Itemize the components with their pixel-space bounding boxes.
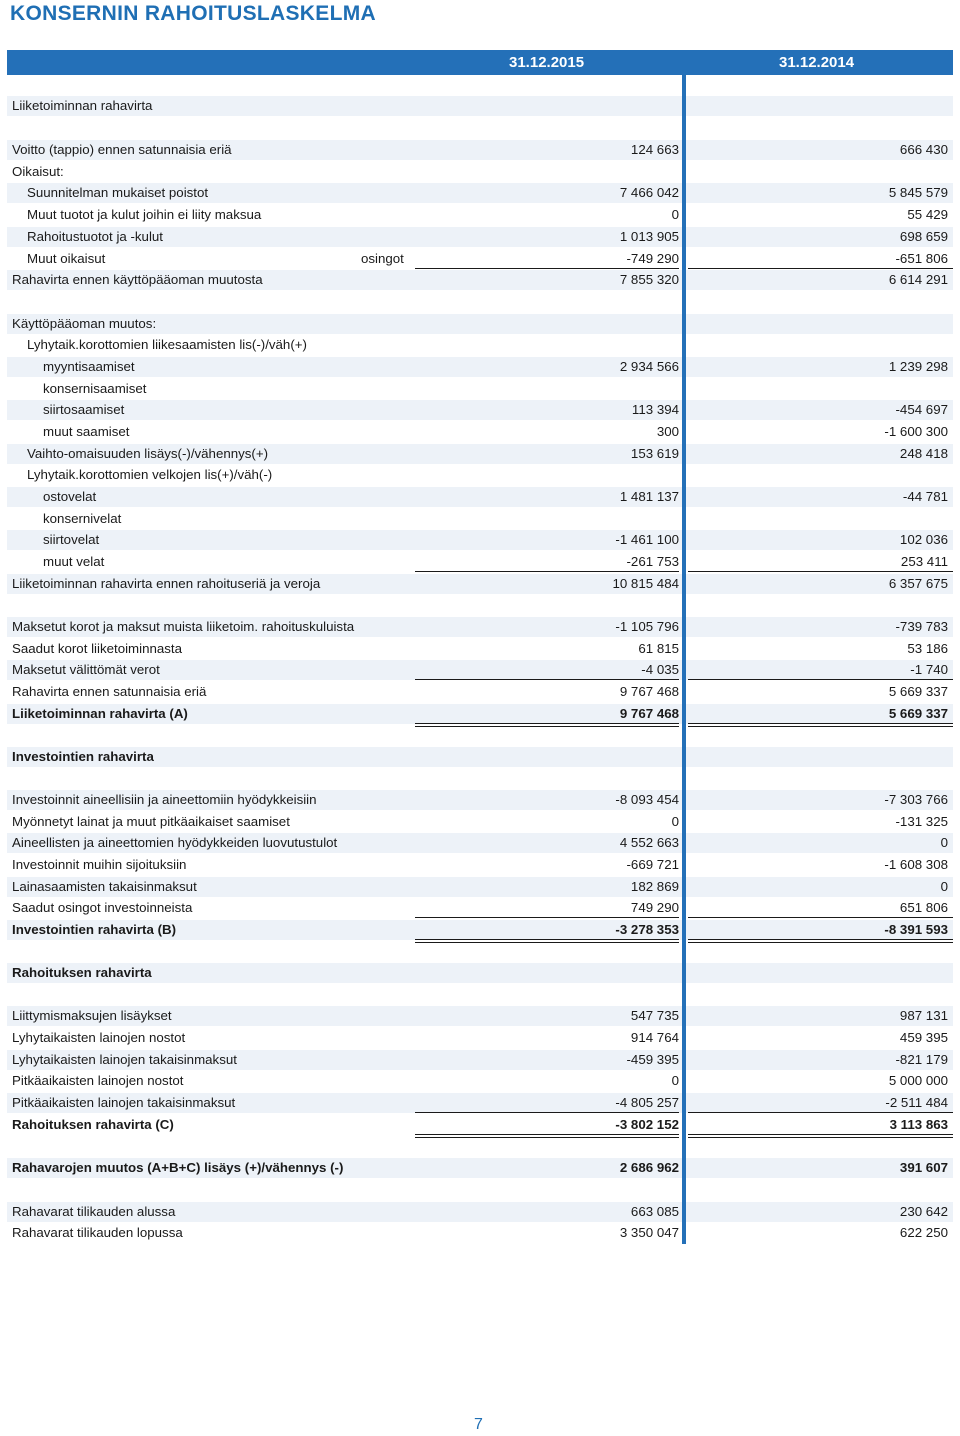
value-2014: 230 642 bbox=[899, 1204, 948, 1219]
underline bbox=[415, 268, 679, 269]
row-label: Lainasaamisten takaisinmaksut bbox=[12, 879, 197, 894]
table-row bbox=[7, 162, 953, 182]
row-label: Muut oikaisut bbox=[27, 251, 106, 266]
value-2015: 663 085 bbox=[630, 1204, 679, 1219]
value-2015: 61 815 bbox=[638, 641, 679, 656]
table-row bbox=[7, 1223, 953, 1243]
value-2014: -1 608 308 bbox=[884, 857, 948, 872]
underline bbox=[415, 679, 679, 680]
value-2014: -7 303 766 bbox=[884, 792, 948, 807]
underline bbox=[688, 1112, 953, 1113]
table-row bbox=[7, 877, 953, 897]
row-label: Lyhytaikaisten lainojen nostot bbox=[12, 1030, 186, 1045]
value-2014: 666 430 bbox=[899, 142, 948, 157]
row-label: Rahavirta ennen käyttöpääoman muutosta bbox=[12, 272, 263, 287]
value-2015: 0 bbox=[671, 1073, 679, 1088]
value-2015: -1 105 796 bbox=[615, 619, 679, 634]
row-label: Lyhytaikaisten lainojen takaisinmaksut bbox=[12, 1052, 237, 1067]
table-row bbox=[7, 704, 953, 724]
value-2014: 987 131 bbox=[899, 1008, 948, 1023]
row-label: Lyhytaik.korottomien velkojen lis(+)/väh(-) bbox=[27, 467, 273, 482]
table-row bbox=[7, 205, 953, 225]
row-label: Rahavarat tilikauden lopussa bbox=[12, 1225, 183, 1240]
table-row bbox=[7, 790, 953, 810]
value-2014: 391 607 bbox=[899, 1160, 948, 1175]
row-label: Voitto (tappio) ennen satunnaisia eriä bbox=[12, 142, 232, 157]
value-2015: -669 721 bbox=[626, 857, 679, 872]
row-label: Rahoitustuotot ja -kulut bbox=[27, 229, 164, 244]
table-row bbox=[7, 682, 953, 702]
table-row bbox=[7, 509, 953, 529]
underline bbox=[688, 917, 953, 918]
row-label: ostovelat bbox=[43, 489, 97, 504]
table-row bbox=[7, 227, 953, 247]
value-2014: 6 357 675 bbox=[888, 576, 948, 591]
row-label: Suunnitelman mukaiset poistot bbox=[27, 185, 209, 200]
value-2014: 0 bbox=[940, 835, 948, 850]
row-label: Maksetut korot ja maksut muista liiketoim. rahoituskuluista bbox=[12, 619, 355, 634]
row-label: konsernivelat bbox=[43, 511, 122, 526]
value-2015: 547 735 bbox=[630, 1008, 679, 1023]
row-label: Oikaisut: bbox=[12, 164, 64, 179]
table-row bbox=[7, 379, 953, 399]
value-2014: -739 783 bbox=[895, 619, 948, 634]
row-label: Investointien rahavirta bbox=[12, 749, 154, 764]
value-2015: 10 815 484 bbox=[612, 576, 679, 591]
page-title: KONSERNIN RAHOITUSLASKELMA bbox=[10, 2, 376, 25]
value-2015: 914 764 bbox=[630, 1030, 679, 1045]
row-label: Rahoituksen rahavirta (C) bbox=[12, 1117, 174, 1132]
table-row bbox=[7, 140, 953, 160]
column-divider bbox=[682, 75, 686, 1244]
value-2014: 1 239 298 bbox=[888, 359, 948, 374]
table-row bbox=[7, 855, 953, 875]
value-2014: -131 325 bbox=[895, 814, 948, 829]
table-row bbox=[7, 1202, 953, 1222]
row-label: Myönnetyt lainat ja muut pitkäaikaiset saamiset bbox=[12, 814, 290, 829]
value-2015: 113 394 bbox=[631, 402, 679, 417]
double-underline bbox=[415, 1134, 679, 1138]
table-row bbox=[7, 574, 953, 594]
double-underline bbox=[415, 939, 679, 943]
value-2014: -2 511 484 bbox=[885, 1095, 948, 1110]
value-2015: -1 461 100 bbox=[615, 532, 679, 547]
underline bbox=[688, 268, 953, 269]
table-row bbox=[7, 1050, 953, 1070]
underline bbox=[688, 679, 953, 680]
page-number: 7 bbox=[474, 1416, 483, 1433]
row-label: Investoinnit muihin sijoituksiin bbox=[12, 857, 187, 872]
row-label: Lyhytaik.korottomien liikesaamisten lis(-)/väh(+) bbox=[27, 337, 307, 352]
value-2015: 9 767 468 bbox=[619, 706, 679, 721]
table-row bbox=[7, 1071, 953, 1091]
underline bbox=[415, 571, 679, 572]
row-label: Investointien rahavirta (B) bbox=[12, 922, 177, 937]
value-2014: 3 113 863 bbox=[889, 1117, 948, 1132]
value-2015: 300 bbox=[656, 424, 679, 439]
row-label: Rahavarojen muutos (A+B+C) lisäys (+)/vähennys (-) bbox=[12, 1160, 344, 1175]
value-2014: 53 186 bbox=[907, 641, 948, 656]
value-2015: 1 481 137 bbox=[619, 489, 679, 504]
row-label: Saadut osingot investoinneista bbox=[12, 900, 193, 915]
value-2014: 459 395 bbox=[899, 1030, 948, 1045]
value-2014: 5 845 579 bbox=[888, 185, 948, 200]
value-2015: 0 bbox=[671, 207, 679, 222]
table-row bbox=[7, 1028, 953, 1048]
table-row bbox=[7, 314, 953, 334]
value-2015: -261 753 bbox=[626, 554, 679, 569]
row-label: muut saamiset bbox=[43, 424, 130, 439]
value-2014: -1 600 300 bbox=[884, 424, 948, 439]
row-label: Pitkäaikaisten lainojen takaisinmaksut bbox=[12, 1095, 236, 1110]
table-row bbox=[7, 183, 953, 203]
column-header-bar bbox=[7, 50, 953, 75]
table-row bbox=[7, 552, 953, 572]
value-2015: 1 013 905 bbox=[619, 229, 679, 244]
table-row bbox=[7, 487, 953, 507]
row-label: Muut tuotot ja kulut joihin ei liity maksua bbox=[27, 207, 262, 222]
row-label: Investoinnit aineellisiin ja aineettomiin hyödykkeisiin bbox=[12, 792, 317, 807]
row-label: Rahavarat tilikauden alussa bbox=[12, 1204, 176, 1219]
value-2015: 182 869 bbox=[630, 879, 679, 894]
row-label: Käyttöpääoman muutos: bbox=[12, 316, 157, 331]
table-row bbox=[7, 249, 953, 269]
row-label: Rahoituksen rahavirta bbox=[12, 965, 152, 980]
double-underline bbox=[688, 1134, 953, 1138]
table-row bbox=[7, 812, 953, 832]
value-2014: 253 411 bbox=[900, 554, 948, 569]
value-2015: 2 934 566 bbox=[619, 359, 679, 374]
row-label: siirtovelat bbox=[43, 532, 100, 547]
double-underline bbox=[415, 723, 679, 727]
table-row bbox=[7, 530, 953, 550]
value-2015: 3 350 047 bbox=[619, 1225, 679, 1240]
value-2014: 248 418 bbox=[899, 446, 948, 461]
value-2015: -459 395 bbox=[626, 1052, 679, 1067]
table-row bbox=[7, 1158, 953, 1178]
value-2015: 9 767 468 bbox=[619, 684, 679, 699]
value-2014: 651 806 bbox=[899, 900, 948, 915]
value-2014: -651 806 bbox=[895, 251, 948, 266]
row-label: Liiketoiminnan rahavirta (A) bbox=[12, 706, 188, 721]
row-label: Vaihto-omaisuuden lisäys(-)/vähennys(+) bbox=[27, 446, 269, 461]
value-2015: 4 552 663 bbox=[619, 835, 679, 850]
value-2015: 2 686 962 bbox=[619, 1160, 679, 1175]
table-row bbox=[7, 465, 953, 485]
value-2015: -8 093 454 bbox=[615, 792, 679, 807]
underline bbox=[415, 1112, 679, 1113]
value-2014: 622 250 bbox=[899, 1225, 948, 1240]
value-2015: 153 619 bbox=[630, 446, 679, 461]
row-label: Liiketoiminnan rahavirta ennen rahoituseriä ja veroja bbox=[12, 576, 321, 591]
double-underline bbox=[688, 939, 953, 943]
value-2015: -4 805 257 bbox=[615, 1095, 679, 1110]
value-2014: 55 429 bbox=[907, 207, 948, 222]
table-row bbox=[7, 833, 953, 853]
row-note: osingot bbox=[361, 251, 404, 266]
table-row bbox=[7, 357, 953, 377]
column-header-2014: 31.12.2014 bbox=[779, 54, 855, 71]
table-row bbox=[7, 444, 953, 464]
value-2015: -3 802 152 bbox=[615, 1117, 679, 1132]
value-2015: 124 663 bbox=[630, 142, 679, 157]
column-header-2015: 31.12.2015 bbox=[509, 54, 585, 71]
value-2014: -821 179 bbox=[895, 1052, 948, 1067]
value-2014: 102 036 bbox=[899, 532, 948, 547]
row-label: Liiketoiminnan rahavirta bbox=[12, 98, 153, 113]
value-2015: 749 290 bbox=[630, 900, 679, 915]
underline bbox=[415, 917, 679, 918]
table-row bbox=[7, 747, 953, 767]
value-2015: 7 466 042 bbox=[619, 185, 679, 200]
row-label: Aineellisten ja aineettomien hyödykkeiden luovutustulot bbox=[12, 835, 338, 850]
row-label: Pitkäaikaisten lainojen nostot bbox=[12, 1073, 184, 1088]
table-row bbox=[7, 335, 953, 355]
table-row bbox=[7, 660, 953, 680]
table-row bbox=[7, 639, 953, 659]
table-row bbox=[7, 898, 953, 918]
value-2014: -1 740 bbox=[910, 662, 948, 677]
table-row bbox=[7, 1115, 953, 1135]
value-2014: 6 614 291 bbox=[888, 272, 948, 287]
value-2014: 5 669 337 bbox=[888, 706, 948, 721]
table-row bbox=[7, 1093, 953, 1113]
row-label: Rahavirta ennen satunnaisia eriä bbox=[12, 684, 207, 699]
table-row bbox=[7, 400, 953, 420]
row-label: muut velat bbox=[43, 554, 105, 569]
value-2014: 698 659 bbox=[899, 229, 948, 244]
value-2014: -454 697 bbox=[895, 402, 948, 417]
value-2014: 5 669 337 bbox=[888, 684, 948, 699]
table-row bbox=[7, 920, 953, 940]
row-label: konsernisaamiset bbox=[43, 381, 147, 396]
row-label: siirtosaamiset bbox=[43, 402, 125, 417]
value-2014: -44 781 bbox=[902, 489, 948, 504]
table-row bbox=[7, 617, 953, 637]
value-2015: 0 bbox=[671, 814, 679, 829]
row-label: Saadut korot liiketoiminnasta bbox=[12, 641, 182, 656]
row-label: Liittymismaksujen lisäykset bbox=[12, 1008, 172, 1023]
value-2014: 5 000 000 bbox=[888, 1073, 948, 1088]
table-row bbox=[7, 270, 953, 290]
table-row bbox=[7, 96, 953, 116]
value-2015: -3 278 353 bbox=[615, 922, 679, 937]
row-label: Maksetut välittömät verot bbox=[12, 662, 160, 677]
table-row bbox=[7, 1006, 953, 1026]
row-label: myyntisaamiset bbox=[43, 359, 135, 374]
value-2014: 0 bbox=[940, 879, 948, 894]
value-2014: -8 391 593 bbox=[884, 922, 948, 937]
value-2015: 7 855 320 bbox=[619, 272, 679, 287]
double-underline bbox=[688, 723, 953, 727]
table-row bbox=[7, 963, 953, 983]
underline bbox=[688, 571, 953, 572]
table-row bbox=[7, 422, 953, 442]
value-2015: -749 290 bbox=[626, 251, 679, 266]
value-2015: -4 035 bbox=[641, 662, 679, 677]
